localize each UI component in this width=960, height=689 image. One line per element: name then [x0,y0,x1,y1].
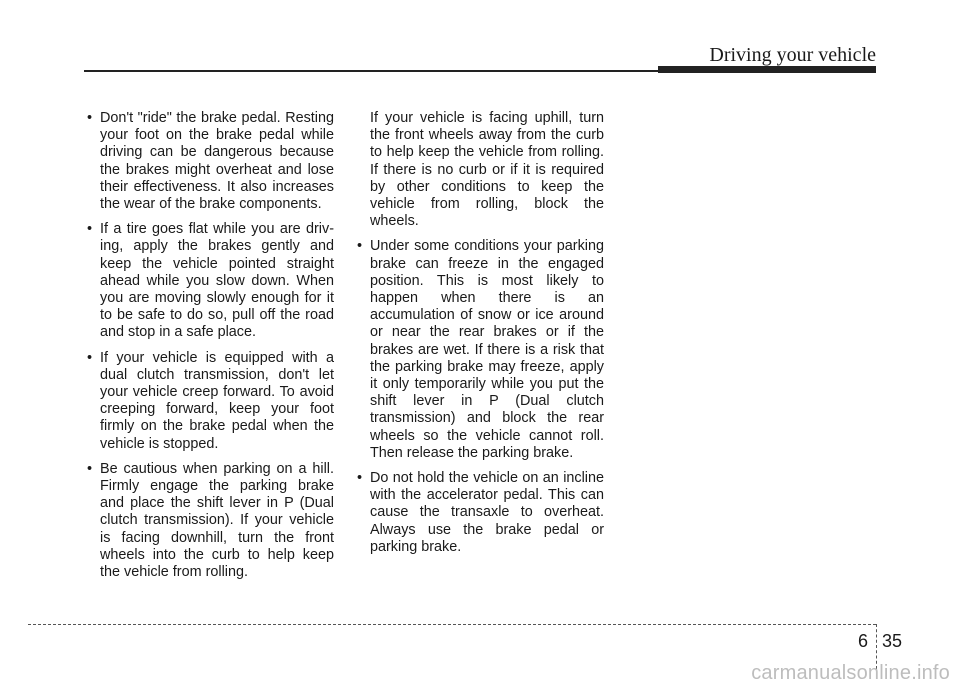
watermark: carmanualsonline.info [751,662,950,684]
bullet-icon: • [357,238,363,255]
header-rule-accent [658,66,876,73]
list-item [356,470,604,556]
list-item [86,461,334,581]
list-item [356,238,604,462]
list-item [86,221,334,341]
section-title: Driving your vehicle [709,44,876,66]
left-column [86,110,334,589]
continuation-paragraph: If your vehicle is facing uphill, turn the front wheels away from the curb to help keep the vehicle from rolling. If there is no curb or if it is required by other conditions to keep the vehicle from rolling, block the wheels. [370,110,604,230]
list-item-text: If your vehicle is equipped with a dual clutch transmission, don't let your vehicle creep forward. To avoid creeping forward, keep your foot firmly on the brake pedal when the vehicle is stopped. [100,349,334,452]
list-item [86,110,334,213]
page-number: 35 [882,631,903,651]
right-column [356,110,604,564]
list-item-text: Be cautious when parking on a hill. Firmly engage the parking brake and place the shift lever in P (Dual clutch transmission). If your vehicle is facing downhill, turn the front wheels into the curb to help keep the vehicle from rolling. [100,460,334,581]
left-bullet-list [86,110,334,581]
list-item-text: Don't "ride" the brake pedal. Resting your foot on the brake pedal while driving can be dangerous because the brakes might overheat and lose their effectiveness. It also increases the wear of the brake components. [100,110,334,213]
chapter-number: 6 [857,631,868,651]
bullet-icon: • [357,470,363,487]
right-bullet-list [356,238,604,556]
list-item-text: If a tire goes flat while you are driving, apply the brakes gently and keep the vehicle pointed straight ahead while you slow down. When you are moving slowly enough for it to be safe to do so, pull off the road and stop in a safe place. [100,221,334,341]
bullet-icon: • [87,349,93,366]
bullet-icon: • [87,460,93,477]
header-rule [84,70,662,72]
list-item-text: Under some conditions your parking brake can freeze in the engaged position. This is most likely to happen when there is an accumulation of snow or ice around or near the rear brakes or if the brakes are wet. If there is a risk that the parking brake may freeze, apply it only temporarily while you put the shift lever in P (Dual clutch transmission) and block the rear wheels so the vehicle cannot roll. Then release the parking brake. [370,238,604,461]
bullet-icon: • [87,110,93,126]
bullet-icon: • [87,221,93,238]
list-item-text: Do not hold the vehicle on an incline with the accelerator pedal. This can cause the transaxle to overheat. Always use the brake pedal or parking brake. [370,470,604,555]
list-item [86,350,334,453]
footer-rule [28,624,876,625]
